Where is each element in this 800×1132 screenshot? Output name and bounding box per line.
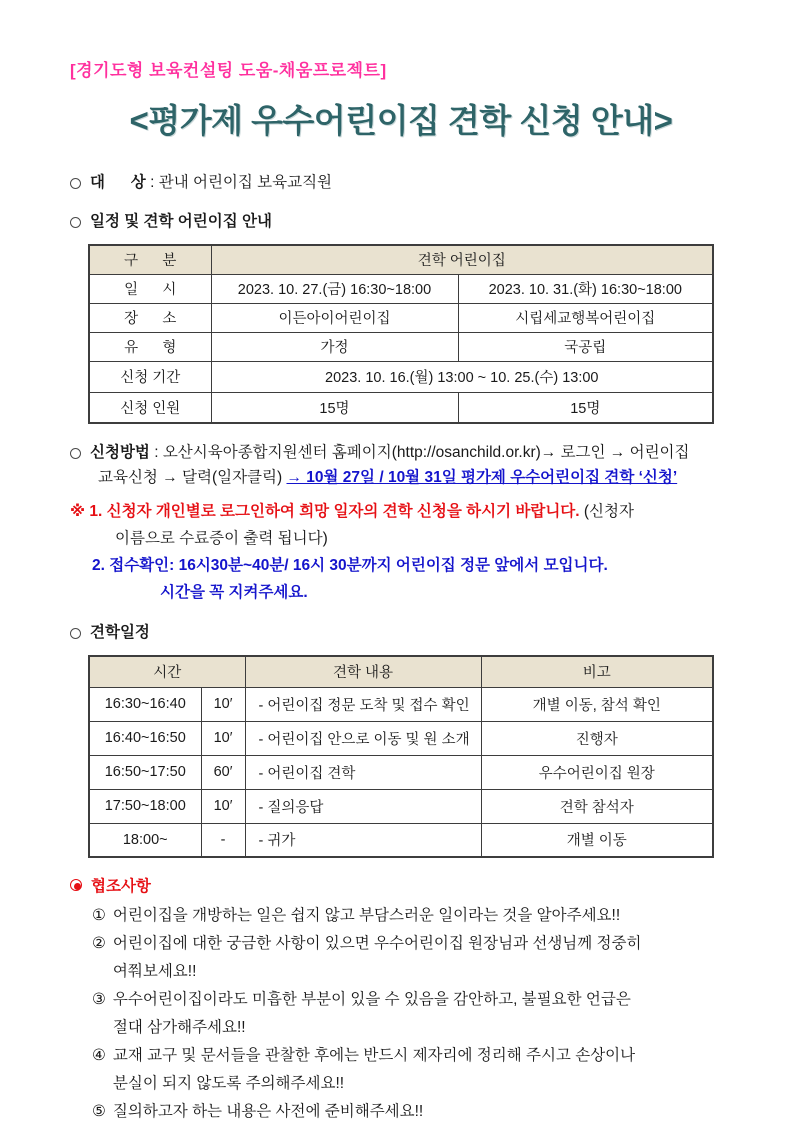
visit-schedule-table — [88, 655, 714, 858]
apply-method-link-text: → 10월 27일 / 10월 31일 평가제 우수어린이집 견학 ‘신청’ — [286, 469, 678, 486]
table-row — [89, 332, 713, 361]
row-capacity-value-2: 15명 — [458, 392, 713, 423]
red-dot-bullet-icon — [70, 879, 82, 891]
target-label: 대 상 — [90, 174, 146, 191]
row-type-value-2: 국공립 — [458, 332, 713, 361]
row-datetime-value-1: 2023. 10. 27.(금) 16:30~18:00 — [211, 274, 458, 303]
note1-black-text: (신청자 — [579, 503, 634, 520]
item-text: 어린이집을 개방하는 일은 쉽지 않고 부담스러운 일이라는 것을 알아주세요!! — [112, 907, 621, 924]
item-text: 절대 삼가해주세요!! — [112, 1019, 246, 1036]
visit-row-time: 16:50~17:50 — [89, 755, 201, 789]
item-text: 어린이집에 대한 궁금한 사항이 있으면 우수어린이집 원장님과 선생님께 정중히 — [112, 935, 642, 952]
table-row — [89, 823, 713, 857]
row-capacity-label: 신청 인원 — [89, 392, 211, 423]
visit-row-note: 개별 이동, 참석 확인 — [481, 687, 713, 721]
note2-line1: 2. 접수확인: 16시30분~40분/ 16시 30분까지 어린이집 정문 앞에서 모입니다. — [92, 557, 608, 574]
item-text: 질의하고자 하는 내용은 사전에 준비해주세요!! — [112, 1103, 424, 1120]
item-text: 우수어린이집이라도 미흡한 부분이 있을 수 있음을 감안하고, 불필요한 언급은 — [112, 991, 631, 1008]
table-row — [89, 755, 713, 789]
schedule-table — [88, 244, 714, 424]
table-row — [89, 656, 713, 687]
row-type-label: 유 형 — [89, 332, 211, 361]
note2-line2: 시간을 꼭 지켜주세요. — [160, 584, 308, 601]
item-number: ③ — [92, 991, 106, 1008]
row-place-label: 장 소 — [89, 303, 211, 332]
schedule-heading: 일정 및 견학 어린이집 안내 — [90, 213, 272, 230]
cooperation-section — [70, 874, 732, 1126]
visit-row-duration: 10′ — [201, 721, 245, 755]
apply-method-line1 — [70, 440, 732, 465]
cooperation-heading-line — [70, 874, 732, 896]
list-item — [92, 930, 732, 986]
circle-bullet-icon — [70, 448, 81, 459]
visit-table-header-time: 시간 — [89, 656, 245, 687]
visit-row-content: - 어린이집 정문 도착 및 접수 확인 — [245, 687, 481, 721]
note1-red-text: 1. 신청자 개인별로 로그인하여 희망 일자의 견학 신청을 하시기 바랍니다. — [89, 503, 580, 520]
row-period-value: 2023. 10. 16.(월) 13:00 ~ 10. 25.(수) 13:00 — [211, 361, 713, 392]
visit-row-time: 18:00~ — [89, 823, 201, 857]
visit-row-content: - 질의응답 — [245, 789, 481, 823]
visit-row-note: 견학 참석자 — [481, 789, 713, 823]
visit-row-content: - 어린이집 견학 — [245, 755, 481, 789]
apply-method-label: 신청방법 — [90, 444, 150, 461]
table-row — [89, 392, 713, 423]
circle-bullet-icon — [70, 178, 81, 189]
row-capacity-value-1: 15명 — [211, 392, 458, 423]
item-text: 여쭤보세요!! — [112, 963, 197, 980]
row-period-label: 신청 기간 — [89, 361, 211, 392]
visit-row-note: 우수어린이집 원장 — [481, 755, 713, 789]
target-line — [70, 170, 732, 195]
row-type-value-1: 가정 — [211, 332, 458, 361]
item-number: ① — [92, 907, 106, 924]
table-row — [89, 303, 713, 332]
row-datetime-value-2: 2023. 10. 31.(화) 16:30~18:00 — [458, 274, 713, 303]
note1-line1 — [70, 498, 732, 525]
project-label: [경기도형 보육컨설팅 도움-채움프로젝트] — [70, 61, 387, 80]
apply-method-separator: : — [149, 444, 163, 461]
visit-row-time: 16:40~16:50 — [89, 721, 201, 755]
target-value: 관내 어린이집 보육교직원 — [158, 174, 333, 191]
visit-table-header-note: 비고 — [481, 656, 713, 687]
schedule-table-header-category: 구 분 — [89, 245, 211, 274]
item-text: 분실이 되지 않도록 주의해주세요!! — [112, 1075, 345, 1092]
circle-bullet-icon — [70, 217, 81, 228]
apply-method-line2 — [98, 465, 732, 490]
table-row — [89, 361, 713, 392]
target-separator: : — [145, 174, 159, 191]
apply-method-text-2: 교육신청 → 달력(일자클릭) — [98, 469, 287, 486]
table-row — [89, 789, 713, 823]
note1-line2: 이름으로 수료증이 출력 됩니다) — [115, 530, 328, 547]
item-text: 교재 교구 및 문서들을 관찰한 후에는 반드시 제자리에 정리해 주시고 손상이나 — [112, 1047, 636, 1064]
item-number: ⑤ — [92, 1103, 106, 1120]
schedule-heading-line — [70, 209, 732, 234]
list-item — [92, 902, 732, 930]
visit-row-time: 17:50~18:00 — [89, 789, 201, 823]
visit-row-time: 16:30~16:40 — [89, 687, 201, 721]
visit-row-content: - 어린이집 안으로 이동 및 원 소개 — [245, 721, 481, 755]
note-marker: ※ — [70, 503, 90, 520]
item-number: ② — [92, 935, 106, 952]
row-place-value-1: 이든아이어린이집 — [211, 303, 458, 332]
notes-block — [70, 498, 732, 606]
visit-row-content: - 귀가 — [245, 823, 481, 857]
item-number: ④ — [92, 1047, 106, 1064]
visit-row-duration: - — [201, 823, 245, 857]
circle-bullet-icon — [70, 628, 81, 639]
list-item — [92, 1042, 732, 1098]
cooperation-heading: 협조사항 — [91, 878, 151, 895]
apply-method-text: 오산시육아종합지원센터 홈페이지(http://osanchild.or.kr)→ 로그인 → 어린이집 — [162, 444, 690, 461]
visit-row-duration: 10′ — [201, 789, 245, 823]
page-title: <평가제 우수어린이집 견학 신청 안내> — [129, 102, 673, 139]
table-row — [89, 687, 713, 721]
visit-schedule-heading-line — [70, 620, 732, 645]
visit-table-header-content: 견학 내용 — [245, 656, 481, 687]
visit-row-duration: 10′ — [201, 687, 245, 721]
table-row — [89, 274, 713, 303]
visit-row-note: 진행자 — [481, 721, 713, 755]
list-item — [92, 986, 732, 1042]
list-item — [92, 1098, 732, 1126]
visit-row-duration: 60′ — [201, 755, 245, 789]
visit-row-note: 개별 이동 — [481, 823, 713, 857]
table-row — [89, 721, 713, 755]
schedule-table-header-centers: 견학 어린이집 — [211, 245, 713, 274]
row-datetime-label: 일 시 — [89, 274, 211, 303]
visit-schedule-heading: 견학일정 — [90, 624, 150, 641]
table-row — [89, 245, 713, 274]
row-place-value-2: 시립세교행복어린이집 — [458, 303, 713, 332]
